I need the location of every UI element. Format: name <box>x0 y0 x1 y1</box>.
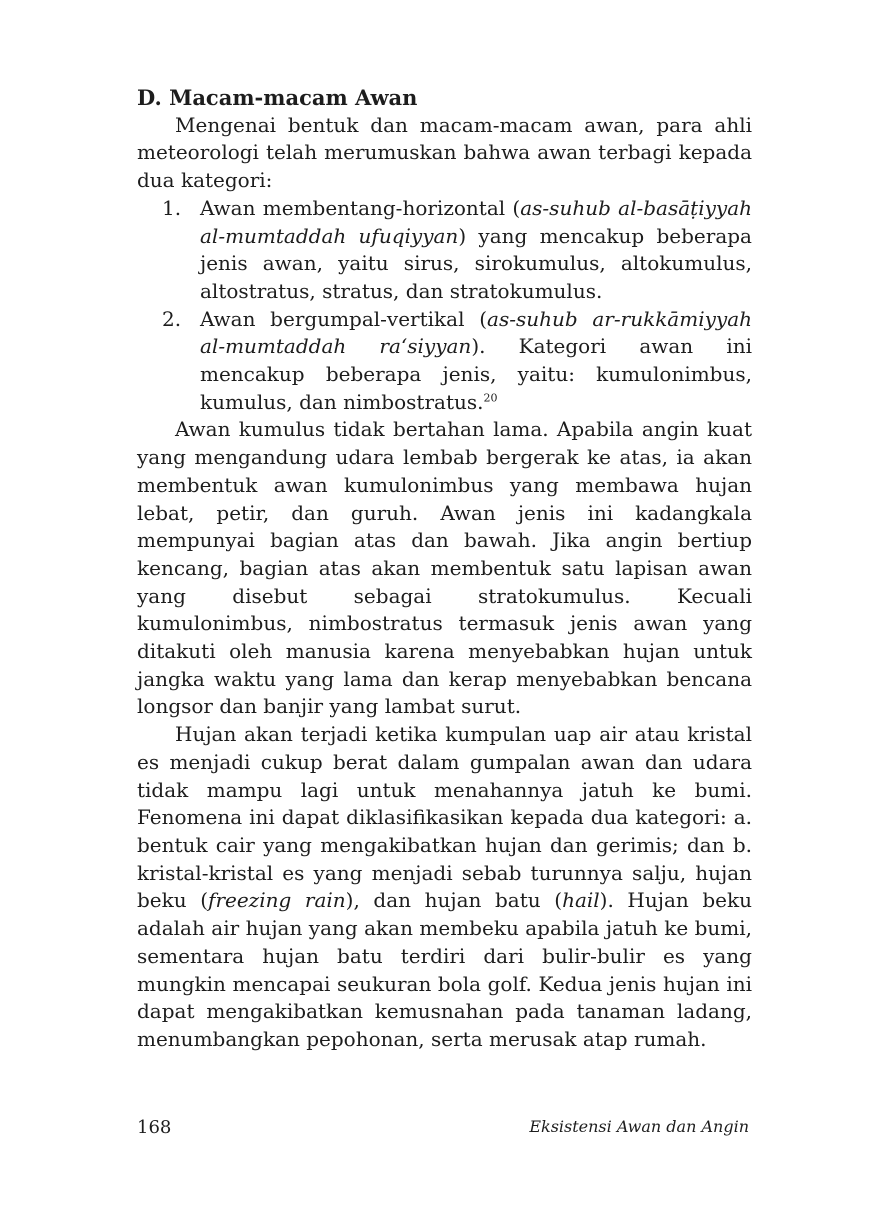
running-title: Eksistensi Awan dan Angin <box>529 1117 749 1136</box>
page-number: 168 <box>137 1117 172 1138</box>
page-footer <box>137 1117 752 1145</box>
paragraph-text: Hujan akan terjadi ketika kumpulan uap air atau kristal es menjadi cukup berat dalam gumpalan awan dan udara tidak mampu lagi untuk menahannya jatuh ke bumi. Fenomena ini dapat diklasifikasikan kepada dua kategori: a. bentuk cair yang mengakibatkan hujan dan gerimis; dan b. kristal-kristal es yang menjadi sebab turunnya salju, hujan beku ( <box>137 722 752 913</box>
list-text: Awan membentang-horizontal ( <box>200 195 521 220</box>
list-text: ). Kategori awan ini mencakup beberapa jenis, yaitu: kumulonimbus, kumulus, dan nimbostratus. <box>200 334 752 414</box>
cloud-category-list <box>137 195 752 417</box>
section-heading: D. Macam-macam Awan <box>137 85 418 110</box>
footnote-marker: 20 <box>483 391 498 405</box>
arabic-term: as-suhub al-basāṭiyyah al-mumtaddah ufuqiyyan <box>200 195 753 248</box>
list-number: 1. <box>162 195 182 220</box>
cumulus-paragraph: Awan kumulus tidak bertahan lama. Apabila angin kuat yang mengandung udara lembab bergerak ke atas, ia akan membentuk awan kumulonimbus yang membawa hujan lebat, petir, dan guruh. Awan jenis ini kadangkala mempunyai bagian atas dan bawah. Jika angin bertiup kencang, bagian atas akan membentuk satu lapisan awan yang disebut sebagai stratokumulus. Kecuali kumulonimbus, nimbostratus termasuk jenis awan yang ditakuti oleh manusia karena menyebabkan hujan untuk jangka waktu yang lama dan kerap menyebabkan bencana longsor dan banjir yang lambat surut. <box>137 417 752 719</box>
list-text: ) yang mencakup beberapa jenis awan, yaitu sirus, sirokumulus, altokumulus, altostratus, stratus, dan stratokumulus. <box>200 223 752 303</box>
paragraph-text: ), dan hujan batu ( <box>345 888 563 913</box>
foreign-term: freezing rain <box>208 888 346 913</box>
list-item <box>137 306 752 417</box>
foreign-term: hail <box>562 888 600 913</box>
paragraph-text: ). Hujan beku adalah air hujan yang akan membeku apabila jatuh ke bumi, sementara hujan batu terdiri dari bulir-bulir es yang mungkin mencapai seukuran bola golf. Kedua jenis hujan ini dapat mengakibatkan kemusnahan pada tanaman ladang, menumbangkan pepohonan, serta merusak atap rumah. <box>137 888 752 1051</box>
list-item <box>137 195 752 306</box>
rain-paragraph <box>137 721 752 1053</box>
page-content <box>137 84 752 1054</box>
arabic-term: as-suhub ar-rukkāmiyyah al-mumtaddah ra‘siyyan <box>200 306 752 359</box>
intro-paragraph: Mengenai bentuk dan macam-macam awan, para ahli meteorologi telah merumuskan bahwa awan terbagi kepada dua kategori: <box>137 112 752 193</box>
list-text: Awan bergumpal-vertikal ( <box>200 306 488 331</box>
list-number: 2. <box>162 306 182 331</box>
